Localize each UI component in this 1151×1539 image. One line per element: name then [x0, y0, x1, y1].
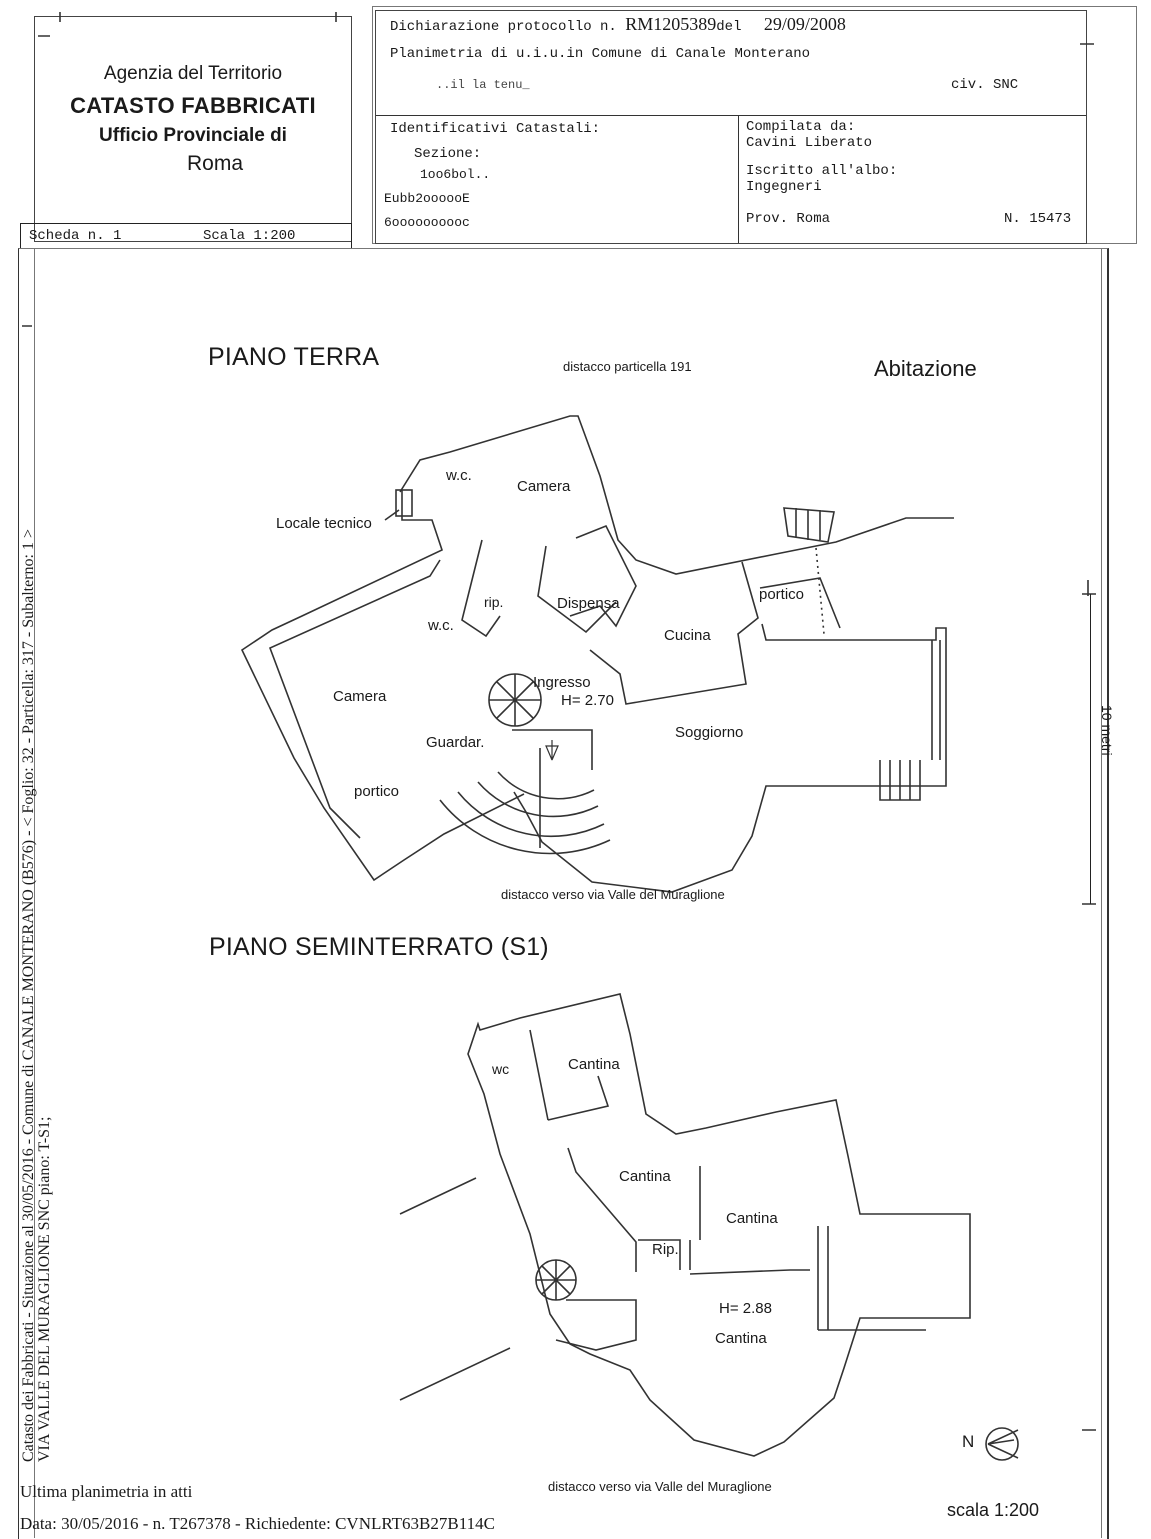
room-label: Soggiorno [675, 724, 744, 741]
distacco-bottom-label: distacco verso via Valle del Muraglione [548, 1479, 772, 1494]
room-label: portico [354, 783, 400, 800]
north-label: N [962, 1432, 975, 1451]
room-label: Ingresso [533, 674, 591, 691]
scheda-scale: Scala 1:200 [203, 228, 296, 244]
room-label: Cantina [726, 1210, 778, 1227]
ceiling-height-label: H= 2.88 [719, 1300, 772, 1317]
scale-bar [1090, 594, 1091, 904]
agency-name: Agenzia del Territorio [103, 63, 283, 84]
unit-use-label: Abitazione [874, 356, 977, 381]
room-label: Dispensa [557, 595, 620, 612]
room-label: Camera [517, 478, 571, 495]
scale-bar-label: 10 metri [1099, 705, 1115, 756]
address-illegible: ..il la tenu_ [436, 78, 530, 92]
office-label: Ufficio Provinciale di [99, 125, 287, 146]
room-label: Rip. [652, 1241, 679, 1258]
basement-title: PIANO SEMINTERRATO (S1) [209, 933, 549, 961]
room-label: portico [759, 586, 805, 603]
room-label: wc [492, 1061, 510, 1077]
room-label: Guardar. [426, 734, 485, 751]
protocol-line: Dichiarazione protocollo n. RM1205389del 29/09/2008 [390, 14, 846, 35]
registry-name: CATASTO FABBRICATI [70, 93, 316, 118]
ground-floor-title: PIANO TERRA [208, 343, 380, 371]
footer-scale: scala 1:200 [947, 1500, 1040, 1520]
distacco-top-label: distacco particella 191 [563, 359, 692, 374]
scheda-number: Scheda n. 1 [29, 228, 122, 244]
protocol-date: 29/09/2008 [763, 14, 846, 34]
room-label: Cantina [715, 1330, 767, 1347]
identificativi-title: Identificativi Catastali: [390, 121, 601, 137]
ceiling-height-label: H= 2.70 [561, 692, 614, 709]
albo-value: Ingegneri [746, 179, 822, 195]
side-margin-line-2: VIA VALLE DEL MURAGLIONE SNC piano: T-S1; [36, 1116, 53, 1462]
distacco-bottom-label: distacco verso via Valle del Muraglione [501, 887, 725, 902]
room-label: Camera [333, 688, 387, 705]
room-label: Cantina [568, 1056, 620, 1073]
planimetria-line: Planimetria di u.i.u.in Comune di Canale Monterano [390, 46, 811, 62]
footer-data-line: Data: 30/05/2016 - n. T267378 - Richiedente: CVNLRT63B27B114C [20, 1514, 495, 1533]
albo-label: Iscritto all'albo: [746, 163, 898, 179]
identificativo-line-1: 1oo6bol.. [420, 167, 491, 182]
identificativo-line-2: Eubb2oooooE [384, 191, 470, 206]
identificativo-line-3: 6oooooooooc [384, 215, 470, 230]
room-label: rip. [484, 594, 504, 610]
room-label: w.c. [446, 467, 472, 484]
registration-number: N. 15473 [1004, 211, 1072, 227]
protocol-number: RM1205389 [625, 14, 717, 34]
side-margin-line-1: Catasto dei Fabbricati - Situazione al 30/05/2016 - Comune di CANALE MONTERANO (B576) - < Foglio: 32 - Particella: 317 - Subalterno: 1 > [20, 528, 37, 1462]
room-label: Locale tecnico [276, 515, 372, 532]
room-label: w.c. [428, 617, 454, 634]
compilata-label: Compilata da: [746, 119, 856, 135]
room-label: Cantina [619, 1168, 671, 1185]
room-label: Cucina [664, 627, 711, 644]
compiler-name: Cavini Liberato [746, 135, 873, 151]
office-city: Roma [186, 152, 244, 175]
sezione-label: Sezione: [414, 146, 482, 162]
province: Prov. Roma [746, 211, 831, 227]
civic-number: civ. SNC [951, 77, 1019, 93]
ultima-planimetria: Ultima planimetria in atti [20, 1482, 193, 1501]
